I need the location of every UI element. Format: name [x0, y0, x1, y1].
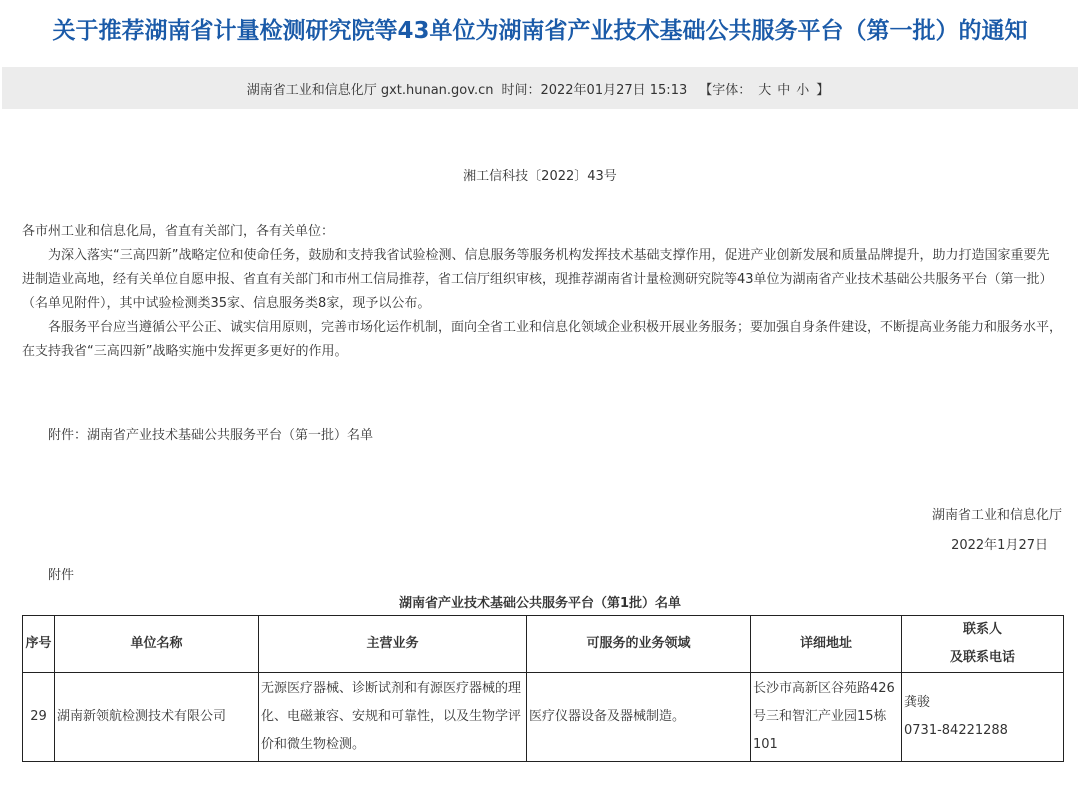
- header-contact: [902, 616, 1064, 673]
- issue-date: 2022年1月27日: [951, 538, 1048, 553]
- font-size-large-link[interactable]: 大: [758, 82, 772, 98]
- cell-address: 长沙市高新区谷苑路426号三和智汇产业园15栋101: [751, 673, 902, 762]
- font-size-label: 【字体：: [699, 82, 752, 98]
- header-address: 详细地址: [751, 616, 902, 673]
- header-business: 主营业务: [259, 616, 527, 673]
- cell-business: 无源医疗器械、诊断试剂和有源医疗器械的理化、电磁兼容、安规和可靠性，以及生物学评价和微生物检测。: [259, 673, 527, 762]
- paragraph-2: 各服务平台应当遵循公平公正、诚实信用原则，完善市场化运作机制，面向全省工业和信息化领域企业积极开展业务服务；要加强自身条件建设，不断提高业务能力和服务水平，在支持我省“三高四新”战略实施中发挥更多更好的作用。: [22, 320, 1063, 359]
- table-title: 湖南省产业技术基础公共服务平台（第1批）名单: [398, 596, 682, 611]
- font-size-close: 】: [816, 82, 830, 98]
- article-body: [22, 220, 1062, 364]
- contact-phone: 0731-84221288: [904, 723, 1008, 738]
- article-meta-bar: [2, 67, 1078, 109]
- font-size-switcher: [695, 79, 833, 98]
- contact-name: 龚骏: [904, 695, 931, 710]
- header-name: 单位名称: [55, 616, 259, 673]
- cell-no: 29: [23, 673, 55, 762]
- header-contact-line1: 联系人: [962, 622, 1002, 637]
- document-number: 湘工信科技〔2022〕43号: [463, 169, 617, 184]
- cell-contact: [902, 673, 1064, 762]
- issuer-signature: 湖南省工业和信息化厅: [931, 508, 1062, 523]
- header-domain: 可服务的业务领域: [527, 616, 751, 673]
- header-no: 序号: [23, 616, 55, 673]
- cell-domain: 医疗仪器设备及器械制造。: [527, 673, 751, 762]
- attachment-reference: 附件：湖南省产业技术基础公共服务平台（第一批）名单: [48, 428, 374, 443]
- font-size-small-link[interactable]: 小: [796, 82, 810, 98]
- salutation: 各市州工业和信息化局，省直有关部门，各有关单位：: [22, 224, 335, 239]
- paragraph-1: 为深入落实“三高四新”战略定位和使命任务，鼓励和支持我省试验检测、信息服务等服务机构发挥技术基础支撑作用，促进产业创新发展和质量品牌提升，助力打造国家重要先进制造业高地，经有关单位自愿申报、省直有关部门和市州工信局推荐，省工信厅组织审核，现推荐湖南省计量检测研究院等43单位为湖南省产业技术基础公共服务平台（第一批）（名单见附件），其中试验检测类35家、信息服务类8家，现予以公布。: [22, 248, 1053, 311]
- header-contact-line2: 及联系电话: [949, 650, 1015, 665]
- table-row: [23, 673, 1064, 762]
- article-source: 湖南省工业和信息化厅 gxt.hunan.gov.cn: [246, 82, 494, 98]
- platform-list-table: [22, 615, 1064, 762]
- font-size-medium-link[interactable]: 中: [777, 82, 791, 98]
- article-title: 关于推荐湖南省计量检测研究院等43单位为湖南省产业技术基础公共服务平台（第一批）的通知: [52, 18, 1028, 44]
- attachment-label: 附件: [48, 568, 75, 583]
- cell-name: 湖南新领航检测技术有限公司: [55, 673, 259, 762]
- article-time: 时间：2022年01月27日 15:13: [501, 82, 688, 98]
- table-header-row: [23, 616, 1064, 673]
